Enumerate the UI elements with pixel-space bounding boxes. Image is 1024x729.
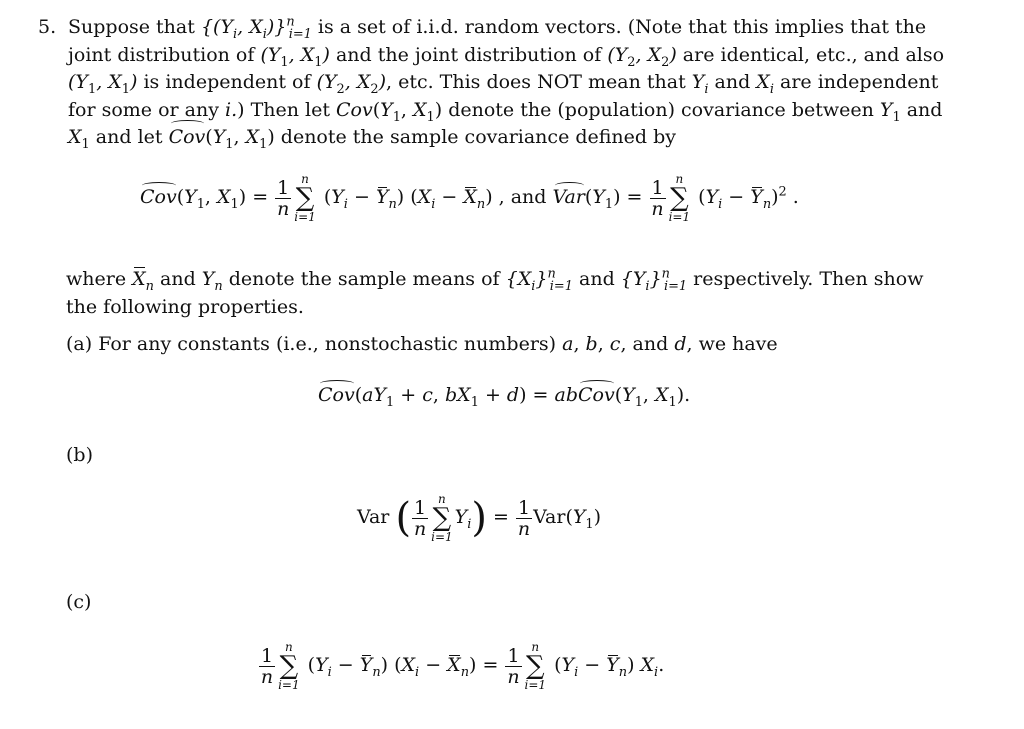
part-a-equation: $Cov(aY_1 + c$, $bX_1 + d$) = $abCov(Y_1$, $X_1$). <box>318 384 691 410</box>
part-a-statement: (a) For any constants (i.e., nonstochastic numbers) a, b, c, and d, we have <box>66 333 778 355</box>
problem-line-3: ($Y_1$, $X_1$) is independent of ($Y_2$, $X_2$), etc. This does NOT mean that $Y_i$ and $X_i$ are independent <box>68 71 939 97</box>
problem-line-2: joint distribution of ($Y_1$, $X_1$) and the joint distribution of ($Y_2$, $X_2$) are identical, etc., and also <box>68 43 945 70</box>
problem-paragraph <box>38 14 978 152</box>
part-a-label: (a) <box>66 333 93 355</box>
problem-number: 5. <box>38 16 57 38</box>
where-paragraph: where $X_n$ and $Y_n$ denote the sample means of $\{X_i\}^n_{i=1}$ and $\{Y_i\}^n_{i=1}$ respectively. Then show the following properties. <box>66 266 924 318</box>
definition-equation: $Cov(Y_1$, $X_1$) = $\frac{1}{n}$ n ∑ i=1 $(Y_i - Y_n) (X_i - X_n)$ , and $Var(Y_1)$ = $\frac{1}{n}$ n ∑ i=1 $(Y_i - Y_n)^2$ . <box>140 172 799 224</box>
problem-line-5: $X_1$ and let $Cov(Y_1$, $X_1$) denote the sample covariance defined by <box>68 126 677 152</box>
part-b-equation: Var ( $\frac{1}{n}$ n ∑ i=1 $Y_i$) = $\frac{1}{n}$ $Var(Y_1)$ <box>357 492 602 544</box>
part-c-label: (c) <box>66 591 92 613</box>
problem-line-4: for some or any i.) Then let $Cov(Y_1$, $X_1$) denote the (population) covariance between $Y_1$ and <box>68 98 943 125</box>
part-c-equation: $\frac{1}{n}$ n ∑ i=1 $(Y_i - Y_n) (X_i - X_n)$ = $\frac{1}{n}$ n ∑ i=1 $(Y_i - Y_n)$ $X_i$. <box>260 640 665 692</box>
problem-line-1: Suppose that {($Y_i$, $X_i)\}^n_{i=1}$ is a set of i.i.d. random vectors. (Note that this implies that the <box>68 14 927 42</box>
part-b-label: (b) <box>66 444 93 466</box>
var-word-2: Var <box>533 506 566 528</box>
